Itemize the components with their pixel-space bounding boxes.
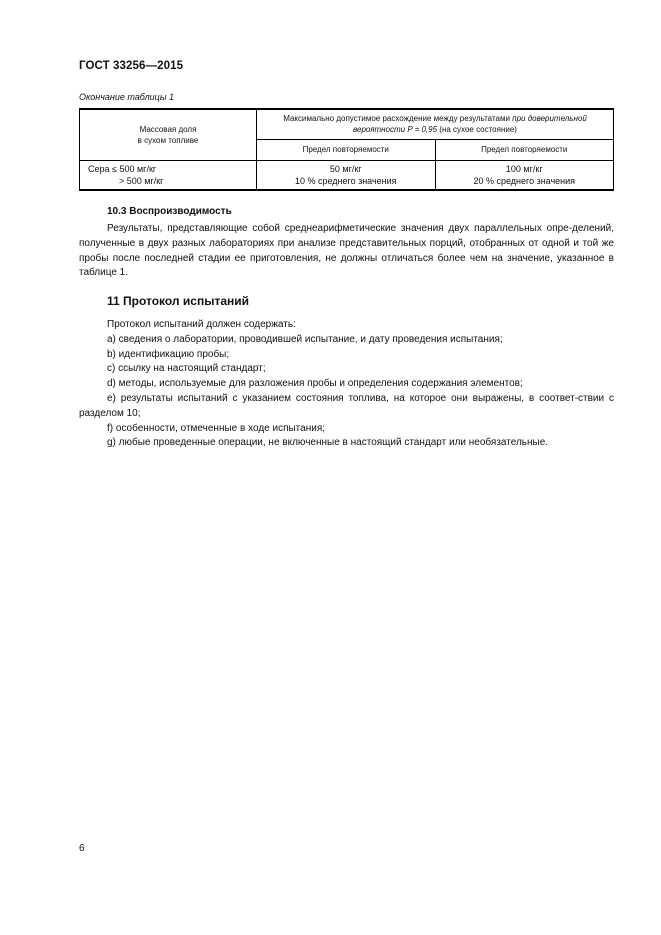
- list-item: g) любые проведенные операции, не включенные в настоящий стандарт или необязательные.: [107, 437, 549, 449]
- mass-header-line1: Массовая доля: [139, 125, 197, 134]
- table-subheader-repeatability-1: Предел повторяемости: [257, 139, 436, 160]
- list-item: b) идентификацию пробы;: [107, 348, 230, 360]
- value2-line2: 20 % среднего значения: [473, 176, 576, 186]
- span-header-text: Максимально допустимое расхождение между результатами: [283, 114, 513, 124]
- list-item: f) особенности, отмеченные в ходе испытания;: [107, 422, 326, 434]
- span-header-text2: (на сухое состояние): [437, 125, 517, 135]
- table-header-mass-fraction: [80, 109, 257, 161]
- section-10-3-title: 10.3 Воспроизводимость: [107, 206, 232, 217]
- list-item: а) сведения о лаборатории, проводившей испытание, и дату проведения испытания;: [107, 333, 503, 345]
- list-item: е) результаты испытаний с указанием состояния топлива, на которое они выражены, в соответ-ствии с разделом 10;: [79, 392, 614, 419]
- list-item: с) ссылку на настоящий стандарт;: [107, 363, 266, 375]
- list-item: d) методы, используемые для разложения пробы и определения содержания элементов;: [107, 378, 523, 390]
- table-cell-value-1: [257, 161, 436, 191]
- row-label-line1: Сера ≤ 500 мг/кг: [88, 164, 157, 174]
- results-table: [79, 108, 614, 191]
- table-caption: Окончание таблицы 1: [79, 92, 174, 102]
- table-header-max-difference: [257, 109, 614, 139]
- row-label-line2: > 500 мг/кг: [119, 176, 164, 186]
- section-11-list: [79, 318, 614, 451]
- mass-header-line2: в сухом топливе: [137, 136, 199, 145]
- value1-line1: 50 мг/кг: [329, 164, 362, 174]
- table-cell-value-2: [435, 161, 614, 191]
- section-11-title: 11 Протокол испытаний: [107, 294, 249, 308]
- document-id: ГОСТ 33256—2015: [79, 60, 184, 72]
- span-header-italic2: вероятности P = 0,95: [353, 125, 438, 135]
- protocol-intro: Протокол испытаний должен содержать:: [107, 319, 296, 330]
- span-header-italic1: при доверительной: [512, 114, 587, 124]
- value2-line1: 100 мг/кг: [505, 164, 543, 174]
- page-number: 6: [79, 843, 85, 854]
- table-subheader-repeatability-2: Предел повторяемости: [435, 139, 614, 160]
- table-row-label: [80, 161, 257, 191]
- section-10-3-text: Результаты, представляющие собой среднеарифметические значения двух параллельных опре-делений, полученные в двух разных лабораториях при анализе представительных порций, отобранных от одной и той же пробы после последней стадии ее приготовления, не должны отличаться более чем на значение, указанное в таблице 1.: [79, 223, 614, 279]
- value1-line2: 10 % среднего значения: [294, 176, 397, 186]
